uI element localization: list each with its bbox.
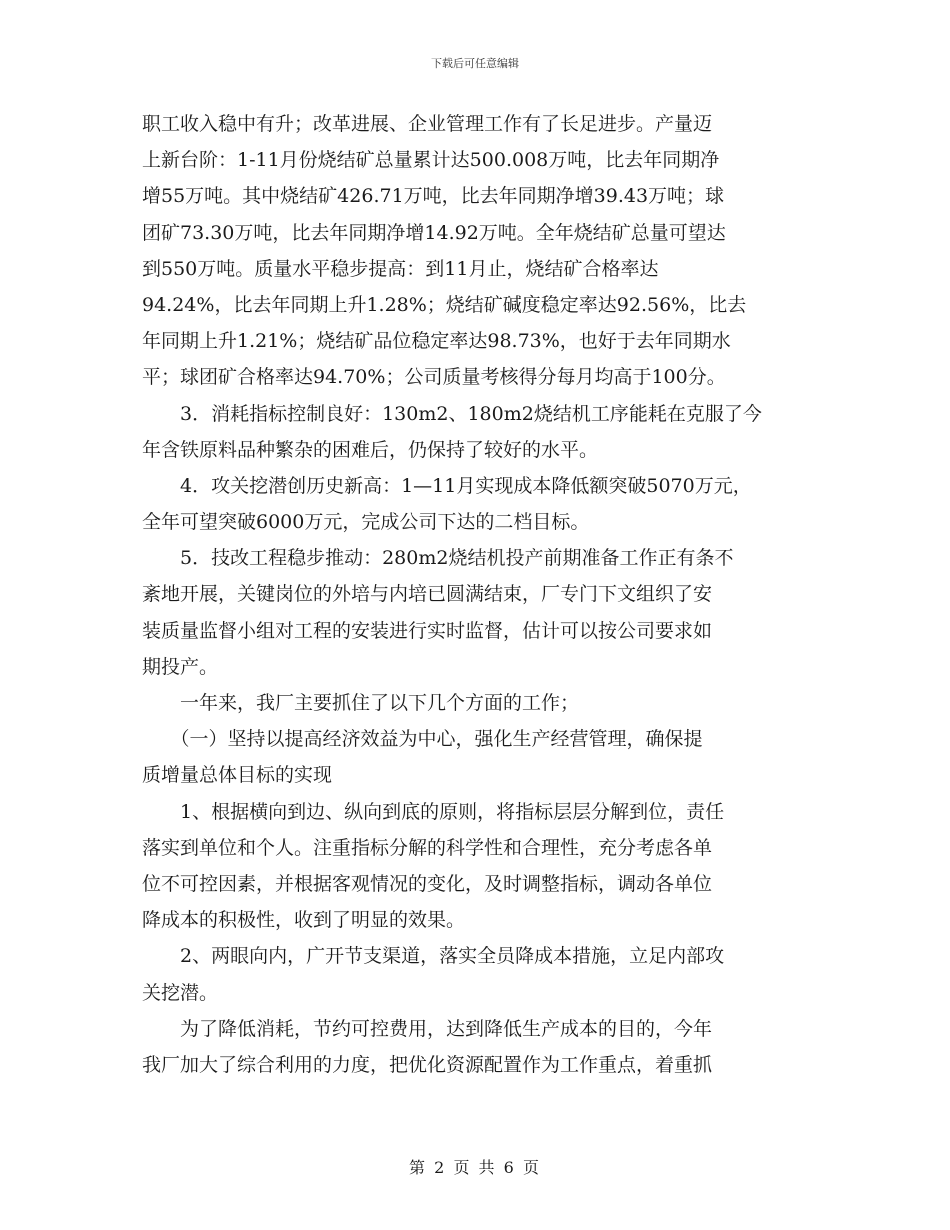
text-line: 降成本的积极性，收到了明显的效果。 xyxy=(142,909,466,932)
text-line: 年含铁原料品种繁杂的困难后，仍保持了较好的水平。 xyxy=(142,438,599,461)
footer-label-unit2: 页 xyxy=(522,1158,541,1177)
document-body xyxy=(142,106,822,1083)
footer-label-page: 第 xyxy=(409,1158,428,1177)
text-line: 3．消耗指标控制良好：130m2、180m2烧结机工序能耗在克服了今 xyxy=(180,402,762,425)
text-line: 质增量总体目标的实现 xyxy=(142,764,333,787)
text-line: 全年可望突破6000万元，完成公司下达的二档目标。 xyxy=(142,511,590,534)
text-line: 职工收入稳中有升；改革进展、企业管理工作有了长足进步。产量迈 xyxy=(142,113,713,135)
page-footer xyxy=(0,1155,950,1178)
text-line: 上新台阶：1-11月份烧结矿总量累计达500.008万吨，比去年同期净 xyxy=(142,149,720,172)
text-line: 4．攻关挖潜创历史新高：1—11月实现成本降低额突破5070万元， xyxy=(180,474,752,497)
text-line: 年同期上升1.21%；烧结矿品位稳定率达98.73%，也好于去年同期水 xyxy=(142,330,731,353)
text-line: 紊地开展，关键岗位的外培与内培已圆满结束，厂专门下文组织了安 xyxy=(142,583,713,606)
footer-label-unit: 页 xyxy=(453,1158,472,1177)
text-line: 5．技改工程稳步推动：280m2烧结机投产前期准备工作正有条不 xyxy=(180,547,734,570)
text-line: 94.24%，比去年同期上升1.28%；烧结矿碱度稳定率达92.56%，比去 xyxy=(142,293,747,316)
text-line: 2、两眼向内，广开节支渠道，落实全员降成本措施，立足内部攻 xyxy=(180,945,725,968)
text-line: 位不可控因素，并根据客观情况的变化，及时调整指标，调动各单位 xyxy=(142,872,713,895)
footer-label-total: 共 xyxy=(478,1158,497,1177)
text-line: 落实到单位和个人。注重指标分解的科学性和合理性，充分考虑各单 xyxy=(142,836,713,859)
text-line: 期投产。 xyxy=(142,655,219,678)
text-line: 一年来，我厂主要抓住了以下几个方面的工作； xyxy=(180,692,580,714)
text-line: （一）坚持以提高经济效益为中心，强化生产经营管理，确保提 xyxy=(170,728,703,751)
text-line: 装质量监督小组对工程的安装进行实时监督，估计可以按公司要求如 xyxy=(142,619,713,642)
footer-total-pages: 6 xyxy=(503,1158,516,1177)
text-line: 到550万吨。质量水平稳步提高：到11月止，烧结矿合格率达 xyxy=(142,257,659,280)
text-line: 团矿73.30万吨，比去年同期净增14.92万吨。全年烧结矿总量可望达 xyxy=(142,221,726,244)
text-line: 我厂加大了综合利用的力度，把优化资源配置作为工作重点，着重抓 xyxy=(142,1053,713,1076)
page-header: 下载后可任意编辑 xyxy=(431,57,519,70)
text-line: 1、根据横向到边、纵向到底的原则，将指标层层分解到位，责任 xyxy=(180,800,725,823)
text-line: 关挖潜。 xyxy=(142,981,219,1004)
footer-current-page: 2 xyxy=(434,1158,447,1177)
text-line: 增55万吨。其中烧结矿426.71万吨，比去年同期净增39.43万吨；球 xyxy=(142,185,725,208)
text-line: 平；球团矿合格率达94.70%；公司质量考核得分每月均高于100分。 xyxy=(142,366,726,389)
text-line: 为了降低消耗，节约可控费用，达到降低生产成本的目的，今年 xyxy=(180,1017,713,1040)
